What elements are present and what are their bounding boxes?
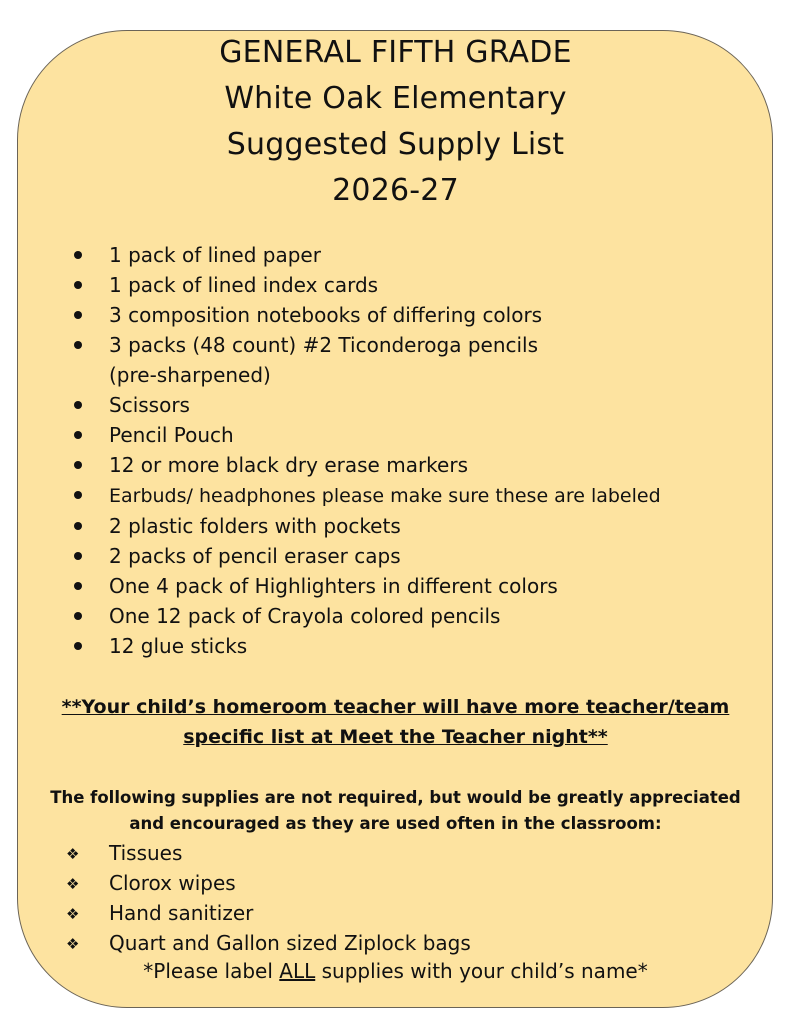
list-item — [0, 601, 791, 631]
label-reminder-start: *Please label — [143, 959, 280, 983]
list-item — [0, 868, 791, 898]
bullet-icon — [74, 401, 82, 409]
diamond-bullet-icon: ❖ — [66, 935, 80, 953]
supply-item-text: 1 pack of lined paper — [109, 243, 321, 267]
bullet-icon — [74, 582, 82, 590]
list-item — [0, 571, 791, 601]
optional-intro — [0, 785, 791, 837]
list-item — [0, 631, 791, 661]
list-item — [0, 450, 791, 480]
list-item — [0, 420, 791, 450]
bullet-icon — [74, 311, 82, 319]
list-item — [0, 838, 791, 868]
list-item — [0, 300, 791, 330]
homeroom-note-line: **Your child’s homeroom teacher will have more teacher/team — [61, 696, 730, 718]
supply-item-text: 2 packs of pencil eraser caps — [109, 544, 401, 568]
supply-item-text: Earbuds/ headphones please make sure these are labeled — [109, 485, 661, 507]
homeroom-note-line: specific list at Meet the Teacher night** — [183, 726, 608, 748]
bullet-icon — [74, 281, 82, 289]
supply-item-continuation: (pre-sharpened) — [109, 363, 271, 387]
diamond-bullet-icon: ❖ — [66, 845, 80, 863]
optional-intro-line: The following supplies are not required, but would be greatly appreciated — [50, 788, 741, 807]
bullet-icon — [74, 612, 82, 620]
diamond-bullet-icon: ❖ — [66, 905, 80, 923]
bullet-icon — [74, 522, 82, 530]
supply-item-text: 2 plastic folders with pockets — [109, 514, 401, 538]
optional-item-text: Hand sanitizer — [109, 901, 254, 925]
supply-item-text: Scissors — [109, 393, 190, 417]
label-reminder — [0, 956, 791, 986]
supply-list — [0, 240, 791, 661]
label-reminder-emphasis: ALL — [279, 959, 316, 983]
bullet-icon — [74, 251, 82, 259]
list-title: Suggested Supply List — [226, 127, 565, 162]
diamond-bullet-icon: ❖ — [66, 875, 80, 893]
supply-item-text: Pencil Pouch — [109, 423, 234, 447]
supply-item-text: 12 or more black dry erase markers — [109, 453, 468, 477]
list-item — [0, 240, 791, 270]
optional-item-text: Clorox wipes — [109, 871, 236, 895]
school-name: White Oak Elementary — [224, 81, 567, 116]
list-item — [0, 511, 791, 541]
optional-item-text: Tissues — [109, 841, 183, 865]
optional-intro-line: and encouraged as they are used often in the classroom: — [129, 814, 662, 833]
supply-item-text: One 12 pack of Crayola colored pencils — [109, 604, 501, 628]
optional-item-text: Quart and Gallon sized Ziplock bags — [109, 931, 471, 955]
optional-supply-list — [0, 838, 791, 958]
school-year: 2026-27 — [332, 173, 459, 208]
list-item — [0, 541, 791, 571]
supply-item-text: 3 composition notebooks of differing colors — [109, 303, 543, 327]
supply-item-text: One 4 pack of Highlighters in different colors — [109, 574, 558, 598]
bullet-icon — [74, 491, 82, 499]
homeroom-note — [0, 692, 791, 752]
list-item — [0, 270, 791, 300]
bullet-icon — [74, 461, 82, 469]
supply-item-text: 12 glue sticks — [109, 634, 248, 658]
bullet-icon — [74, 431, 82, 439]
title-block — [0, 30, 791, 214]
grade-title: GENERAL FIFTH GRADE — [219, 35, 572, 70]
supply-item-text: 3 packs (48 count) #2 Ticonderoga pencils — [109, 333, 539, 357]
bullet-icon — [74, 642, 82, 650]
list-item — [0, 390, 791, 420]
bullet-icon — [74, 341, 82, 349]
supply-item-text: 1 pack of lined index cards — [109, 273, 379, 297]
list-item — [0, 330, 791, 390]
list-item — [0, 898, 791, 928]
list-item — [0, 480, 791, 511]
list-item — [0, 928, 791, 958]
bullet-icon — [74, 552, 82, 560]
label-reminder-end: supplies with your child’s name* — [315, 959, 648, 983]
